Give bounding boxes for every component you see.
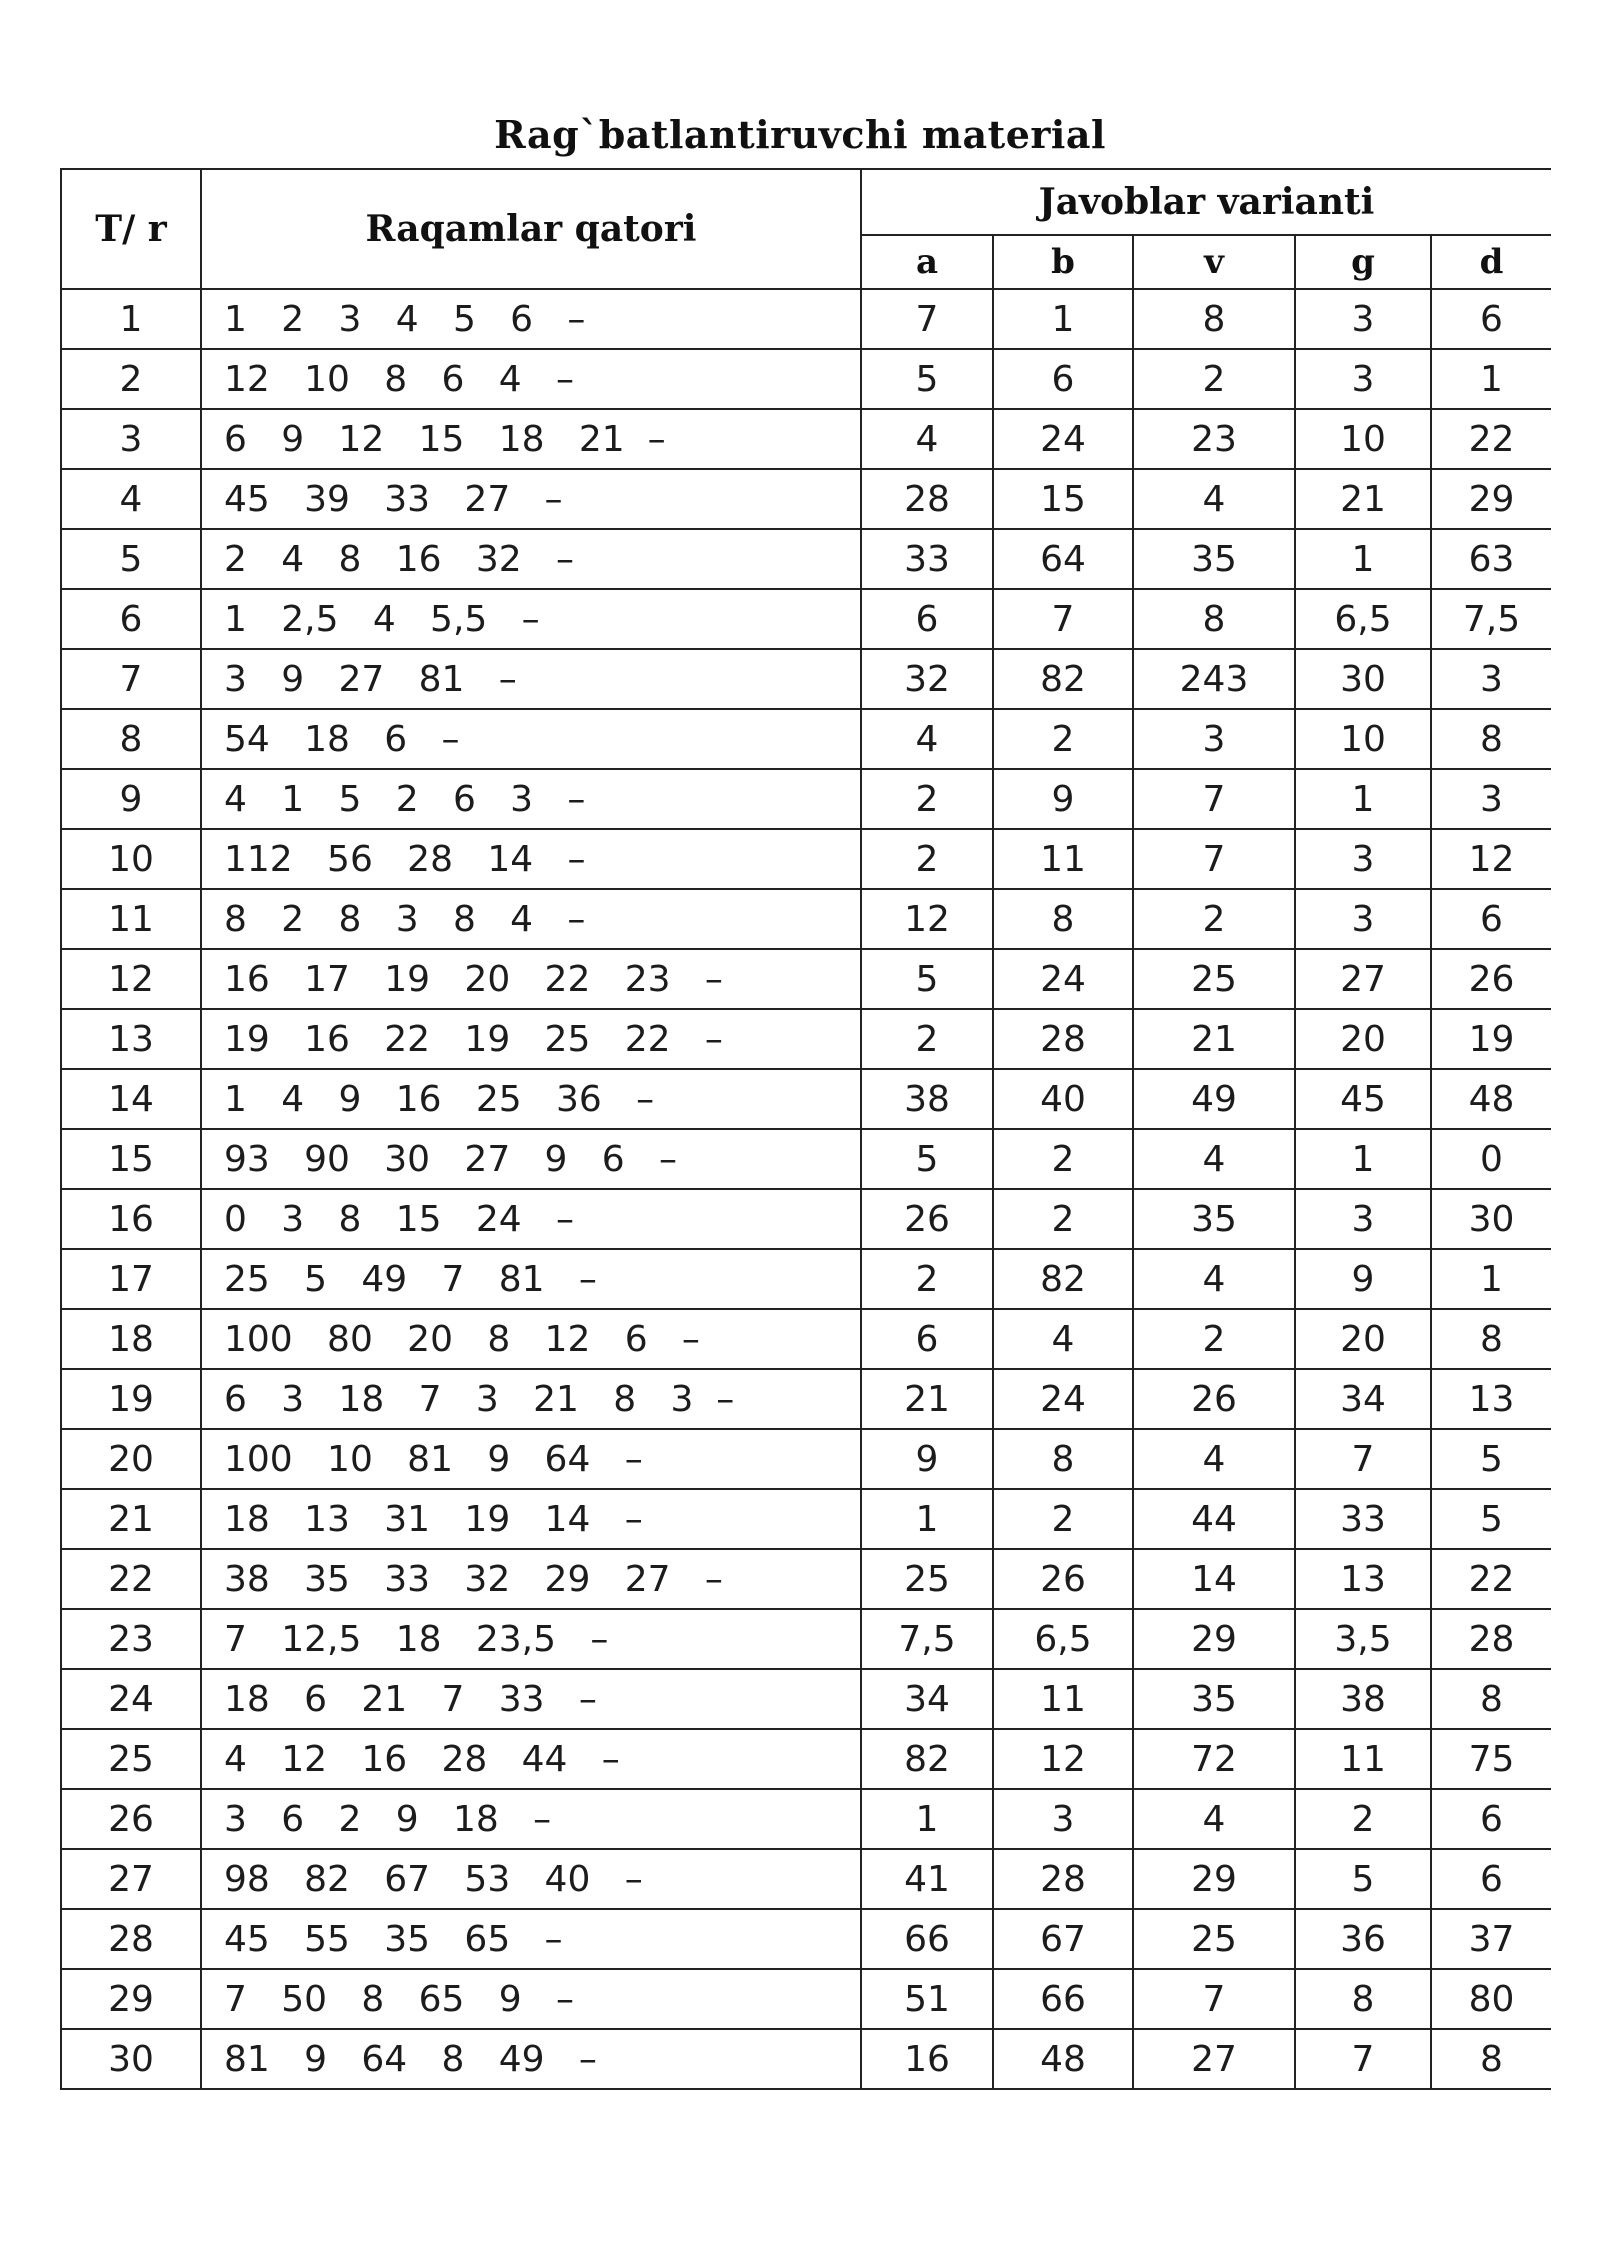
answer-v: 2 (1133, 889, 1295, 949)
header-option-d: d (1431, 235, 1551, 289)
answer-b: 6 (993, 349, 1133, 409)
answer-g: 7 (1295, 2029, 1431, 2089)
table-row (61, 1909, 1551, 1969)
number-sequence: 7 50 8 65 9 – (201, 1969, 861, 2029)
answer-g: 5 (1295, 1849, 1431, 1909)
row-number: 21 (61, 1489, 201, 1549)
table-row (61, 469, 1551, 529)
row-number: 16 (61, 1189, 201, 1249)
row-number: 22 (61, 1549, 201, 1609)
answer-d: 8 (1431, 1309, 1551, 1369)
number-sequence: 98 82 67 53 40 – (201, 1849, 861, 1909)
number-sequence: 2 4 8 16 32 – (201, 529, 861, 589)
table-row (61, 349, 1551, 409)
answer-a: 66 (861, 1909, 993, 1969)
row-number: 12 (61, 949, 201, 1009)
number-sequence: 93 90 30 27 9 6 – (201, 1129, 861, 1189)
number-sequence: 45 39 33 27 – (201, 469, 861, 529)
number-sequence: 100 10 81 9 64 – (201, 1429, 861, 1489)
table-row (61, 769, 1551, 829)
number-sequence: 0 3 8 15 24 – (201, 1189, 861, 1249)
header-option-a: a (861, 235, 993, 289)
row-number: 30 (61, 2029, 201, 2089)
answer-g: 11 (1295, 1729, 1431, 1789)
answer-a: 26 (861, 1189, 993, 1249)
answer-a: 25 (861, 1549, 993, 1609)
number-sequence: 8 2 8 3 8 4 – (201, 889, 861, 949)
row-number: 10 (61, 829, 201, 889)
answer-g: 3 (1295, 289, 1431, 349)
answer-d: 1 (1431, 1249, 1551, 1309)
answer-d: 28 (1431, 1609, 1551, 1669)
answer-v: 2 (1133, 1309, 1295, 1369)
answer-a: 6 (861, 589, 993, 649)
answer-v: 7 (1133, 1969, 1295, 2029)
answer-d: 6 (1431, 1789, 1551, 1849)
number-sequence: 4 12 16 28 44 – (201, 1729, 861, 1789)
answer-g: 6,5 (1295, 589, 1431, 649)
row-number: 28 (61, 1909, 201, 1969)
table-row (61, 1609, 1551, 1669)
answer-g: 3 (1295, 1189, 1431, 1249)
answer-a: 32 (861, 649, 993, 709)
header-option-v: v (1133, 235, 1295, 289)
row-number: 13 (61, 1009, 201, 1069)
answer-b: 8 (993, 1429, 1133, 1489)
answer-b: 24 (993, 949, 1133, 1009)
answer-a: 7 (861, 289, 993, 349)
answer-g: 7 (1295, 1429, 1431, 1489)
answer-v: 7 (1133, 769, 1295, 829)
answer-b: 2 (993, 709, 1133, 769)
answer-d: 5 (1431, 1429, 1551, 1489)
answer-g: 27 (1295, 949, 1431, 1009)
table-row (61, 949, 1551, 1009)
answer-v: 49 (1133, 1069, 1295, 1129)
row-number: 26 (61, 1789, 201, 1849)
table-row (61, 1069, 1551, 1129)
row-number: 15 (61, 1129, 201, 1189)
answer-d: 0 (1431, 1129, 1551, 1189)
answer-v: 23 (1133, 409, 1295, 469)
answer-d: 48 (1431, 1069, 1551, 1129)
answer-b: 24 (993, 409, 1133, 469)
answer-b: 4 (993, 1309, 1133, 1369)
table-row (61, 289, 1551, 349)
answer-v: 8 (1133, 589, 1295, 649)
table-row (61, 1309, 1551, 1369)
answer-g: 13 (1295, 1549, 1431, 1609)
page-title: Rag`batlantiruvchi material (494, 112, 1106, 157)
answer-v: 243 (1133, 649, 1295, 709)
answer-d: 8 (1431, 2029, 1551, 2089)
answer-d: 75 (1431, 1729, 1551, 1789)
answer-a: 33 (861, 529, 993, 589)
answer-a: 4 (861, 709, 993, 769)
number-sequence: 7 12,5 18 23,5 – (201, 1609, 861, 1669)
answer-b: 24 (993, 1369, 1133, 1429)
answer-g: 3 (1295, 349, 1431, 409)
number-sequence: 54 18 6 – (201, 709, 861, 769)
answer-g: 33 (1295, 1489, 1431, 1549)
row-number: 18 (61, 1309, 201, 1369)
table-row (61, 829, 1551, 889)
answer-b: 82 (993, 649, 1133, 709)
answer-b: 82 (993, 1249, 1133, 1309)
table-row (61, 889, 1551, 949)
answer-b: 2 (993, 1489, 1133, 1549)
number-sequence: 38 35 33 32 29 27 – (201, 1549, 861, 1609)
answer-d: 8 (1431, 709, 1551, 769)
answer-d: 6 (1431, 1849, 1551, 1909)
number-sequence: 16 17 19 20 22 23 – (201, 949, 861, 1009)
table-row (61, 709, 1551, 769)
number-sequence: 100 80 20 8 12 6 – (201, 1309, 861, 1369)
answer-v: 4 (1133, 1129, 1295, 1189)
row-number: 2 (61, 349, 201, 409)
answer-d: 8 (1431, 1669, 1551, 1729)
row-number: 14 (61, 1069, 201, 1129)
answer-d: 3 (1431, 649, 1551, 709)
number-sequence: 3 6 2 9 18 – (201, 1789, 861, 1849)
answer-v: 14 (1133, 1549, 1295, 1609)
table-row (61, 2029, 1551, 2089)
answer-g: 10 (1295, 409, 1431, 469)
answer-d: 6 (1431, 889, 1551, 949)
answer-g: 10 (1295, 709, 1431, 769)
answer-b: 3 (993, 1789, 1133, 1849)
answer-a: 28 (861, 469, 993, 529)
answer-d: 22 (1431, 1549, 1551, 1609)
answer-v: 35 (1133, 1669, 1295, 1729)
answer-g: 34 (1295, 1369, 1431, 1429)
answer-b: 28 (993, 1849, 1133, 1909)
answer-v: 27 (1133, 2029, 1295, 2089)
answer-v: 7 (1133, 829, 1295, 889)
table-row (61, 1549, 1551, 1609)
answer-d: 22 (1431, 409, 1551, 469)
answer-v: 29 (1133, 1609, 1295, 1669)
answer-g: 3 (1295, 889, 1431, 949)
answer-d: 6 (1431, 289, 1551, 349)
answer-g: 36 (1295, 1909, 1431, 1969)
answer-a: 1 (861, 1489, 993, 1549)
answer-v: 25 (1133, 949, 1295, 1009)
number-sequence: 1 2,5 4 5,5 – (201, 589, 861, 649)
number-sequence: 6 9 12 15 18 21 – (201, 409, 861, 469)
table-row (61, 1429, 1551, 1489)
answer-a: 51 (861, 1969, 993, 2029)
row-number: 24 (61, 1669, 201, 1729)
answer-b: 26 (993, 1549, 1133, 1609)
answer-a: 1 (861, 1789, 993, 1849)
answer-d: 5 (1431, 1489, 1551, 1549)
table-row (61, 649, 1551, 709)
answer-b: 2 (993, 1129, 1133, 1189)
number-sequence: 18 13 31 19 14 – (201, 1489, 861, 1549)
answer-v: 35 (1133, 529, 1295, 589)
answer-g: 1 (1295, 529, 1431, 589)
answer-a: 5 (861, 349, 993, 409)
answer-d: 26 (1431, 949, 1551, 1009)
answer-g: 30 (1295, 649, 1431, 709)
answer-a: 9 (861, 1429, 993, 1489)
table-row (61, 1849, 1551, 1909)
table-row (61, 1969, 1551, 2029)
row-number: 11 (61, 889, 201, 949)
answer-a: 6 (861, 1309, 993, 1369)
answer-g: 3,5 (1295, 1609, 1431, 1669)
answer-b: 28 (993, 1009, 1133, 1069)
answer-v: 8 (1133, 289, 1295, 349)
number-sequence: 25 5 49 7 81 – (201, 1249, 861, 1309)
number-sequence: 3 9 27 81 – (201, 649, 861, 709)
answer-a: 4 (861, 409, 993, 469)
answer-g: 21 (1295, 469, 1431, 529)
answer-g: 45 (1295, 1069, 1431, 1129)
answer-b: 15 (993, 469, 1133, 529)
table-row (61, 1189, 1551, 1249)
answer-a: 2 (861, 829, 993, 889)
answer-d: 63 (1431, 529, 1551, 589)
answer-a: 16 (861, 2029, 993, 2089)
answer-b: 67 (993, 1909, 1133, 1969)
answer-a: 34 (861, 1669, 993, 1729)
number-sequence: 1 4 9 16 25 36 – (201, 1069, 861, 1129)
answer-b: 6,5 (993, 1609, 1133, 1669)
table-row (61, 1729, 1551, 1789)
number-sequence: 6 3 18 7 3 21 8 3 – (201, 1369, 861, 1429)
table-row (61, 1369, 1551, 1429)
answer-v: 4 (1133, 469, 1295, 529)
row-number: 20 (61, 1429, 201, 1489)
answer-a: 12 (861, 889, 993, 949)
number-sequence: 81 9 64 8 49 – (201, 2029, 861, 2089)
answer-b: 11 (993, 829, 1133, 889)
table-row (61, 1789, 1551, 1849)
number-sequence: 45 55 35 65 – (201, 1909, 861, 1969)
answer-a: 38 (861, 1069, 993, 1129)
answer-d: 12 (1431, 829, 1551, 889)
answer-g: 2 (1295, 1789, 1431, 1849)
number-sequence: 18 6 21 7 33 – (201, 1669, 861, 1729)
answer-v: 21 (1133, 1009, 1295, 1069)
answer-a: 41 (861, 1849, 993, 1909)
answer-d: 29 (1431, 469, 1551, 529)
answer-v: 26 (1133, 1369, 1295, 1429)
table-row (61, 1009, 1551, 1069)
answer-a: 82 (861, 1729, 993, 1789)
answer-b: 11 (993, 1669, 1133, 1729)
header-number: T/ r (61, 169, 201, 289)
answer-d: 1 (1431, 349, 1551, 409)
answer-d: 80 (1431, 1969, 1551, 2029)
answer-d: 19 (1431, 1009, 1551, 1069)
answer-d: 7,5 (1431, 589, 1551, 649)
table-body (61, 289, 1551, 2089)
answer-v: 2 (1133, 349, 1295, 409)
answer-g: 20 (1295, 1009, 1431, 1069)
row-number: 7 (61, 649, 201, 709)
answer-a: 2 (861, 1249, 993, 1309)
table-row (61, 1489, 1551, 1549)
answer-b: 66 (993, 1969, 1133, 2029)
header-answers: Javoblar varianti (861, 169, 1551, 235)
row-number: 9 (61, 769, 201, 829)
row-number: 29 (61, 1969, 201, 2029)
answer-b: 1 (993, 289, 1133, 349)
sequence-table (60, 168, 1551, 2090)
table-row (61, 1129, 1551, 1189)
answer-d: 3 (1431, 769, 1551, 829)
row-number: 6 (61, 589, 201, 649)
answer-g: 9 (1295, 1249, 1431, 1309)
answer-g: 1 (1295, 1129, 1431, 1189)
answer-v: 4 (1133, 1429, 1295, 1489)
answer-v: 25 (1133, 1909, 1295, 1969)
table-row (61, 589, 1551, 649)
number-sequence: 112 56 28 14 – (201, 829, 861, 889)
table-row (61, 409, 1551, 469)
answer-g: 1 (1295, 769, 1431, 829)
answer-d: 13 (1431, 1369, 1551, 1429)
row-number: 27 (61, 1849, 201, 1909)
answer-v: 4 (1133, 1789, 1295, 1849)
table-row (61, 529, 1551, 589)
row-number: 5 (61, 529, 201, 589)
answer-v: 72 (1133, 1729, 1295, 1789)
row-number: 23 (61, 1609, 201, 1669)
answer-g: 3 (1295, 829, 1431, 889)
answer-b: 48 (993, 2029, 1133, 2089)
answer-v: 3 (1133, 709, 1295, 769)
answer-b: 2 (993, 1189, 1133, 1249)
answer-b: 12 (993, 1729, 1133, 1789)
answer-d: 30 (1431, 1189, 1551, 1249)
answer-v: 44 (1133, 1489, 1295, 1549)
table-row (61, 1669, 1551, 1729)
answer-b: 9 (993, 769, 1133, 829)
row-number: 3 (61, 409, 201, 469)
number-sequence: 12 10 8 6 4 – (201, 349, 861, 409)
row-number: 1 (61, 289, 201, 349)
answer-b: 64 (993, 529, 1133, 589)
header-option-b: b (993, 235, 1133, 289)
answer-a: 21 (861, 1369, 993, 1429)
answer-v: 4 (1133, 1249, 1295, 1309)
answer-g: 8 (1295, 1969, 1431, 2029)
answer-b: 8 (993, 889, 1133, 949)
answer-a: 2 (861, 1009, 993, 1069)
answer-v: 29 (1133, 1849, 1295, 1909)
row-number: 4 (61, 469, 201, 529)
answer-v: 35 (1133, 1189, 1295, 1249)
header-sequence: Raqamlar qatori (201, 169, 861, 289)
answer-b: 40 (993, 1069, 1133, 1129)
answer-b: 7 (993, 589, 1133, 649)
header-option-g: g (1295, 235, 1431, 289)
answer-g: 20 (1295, 1309, 1431, 1369)
row-number: 19 (61, 1369, 201, 1429)
number-sequence: 1 2 3 4 5 6 – (201, 289, 861, 349)
answer-a: 7,5 (861, 1609, 993, 1669)
answer-a: 2 (861, 769, 993, 829)
row-number: 8 (61, 709, 201, 769)
row-number: 17 (61, 1249, 201, 1309)
answer-a: 5 (861, 1129, 993, 1189)
table-row (61, 1249, 1551, 1309)
row-number: 25 (61, 1729, 201, 1789)
answer-d: 37 (1431, 1909, 1551, 1969)
answer-a: 5 (861, 949, 993, 1009)
answer-g: 38 (1295, 1669, 1431, 1729)
number-sequence: 4 1 5 2 6 3 – (201, 769, 861, 829)
number-sequence: 19 16 22 19 25 22 – (201, 1009, 861, 1069)
